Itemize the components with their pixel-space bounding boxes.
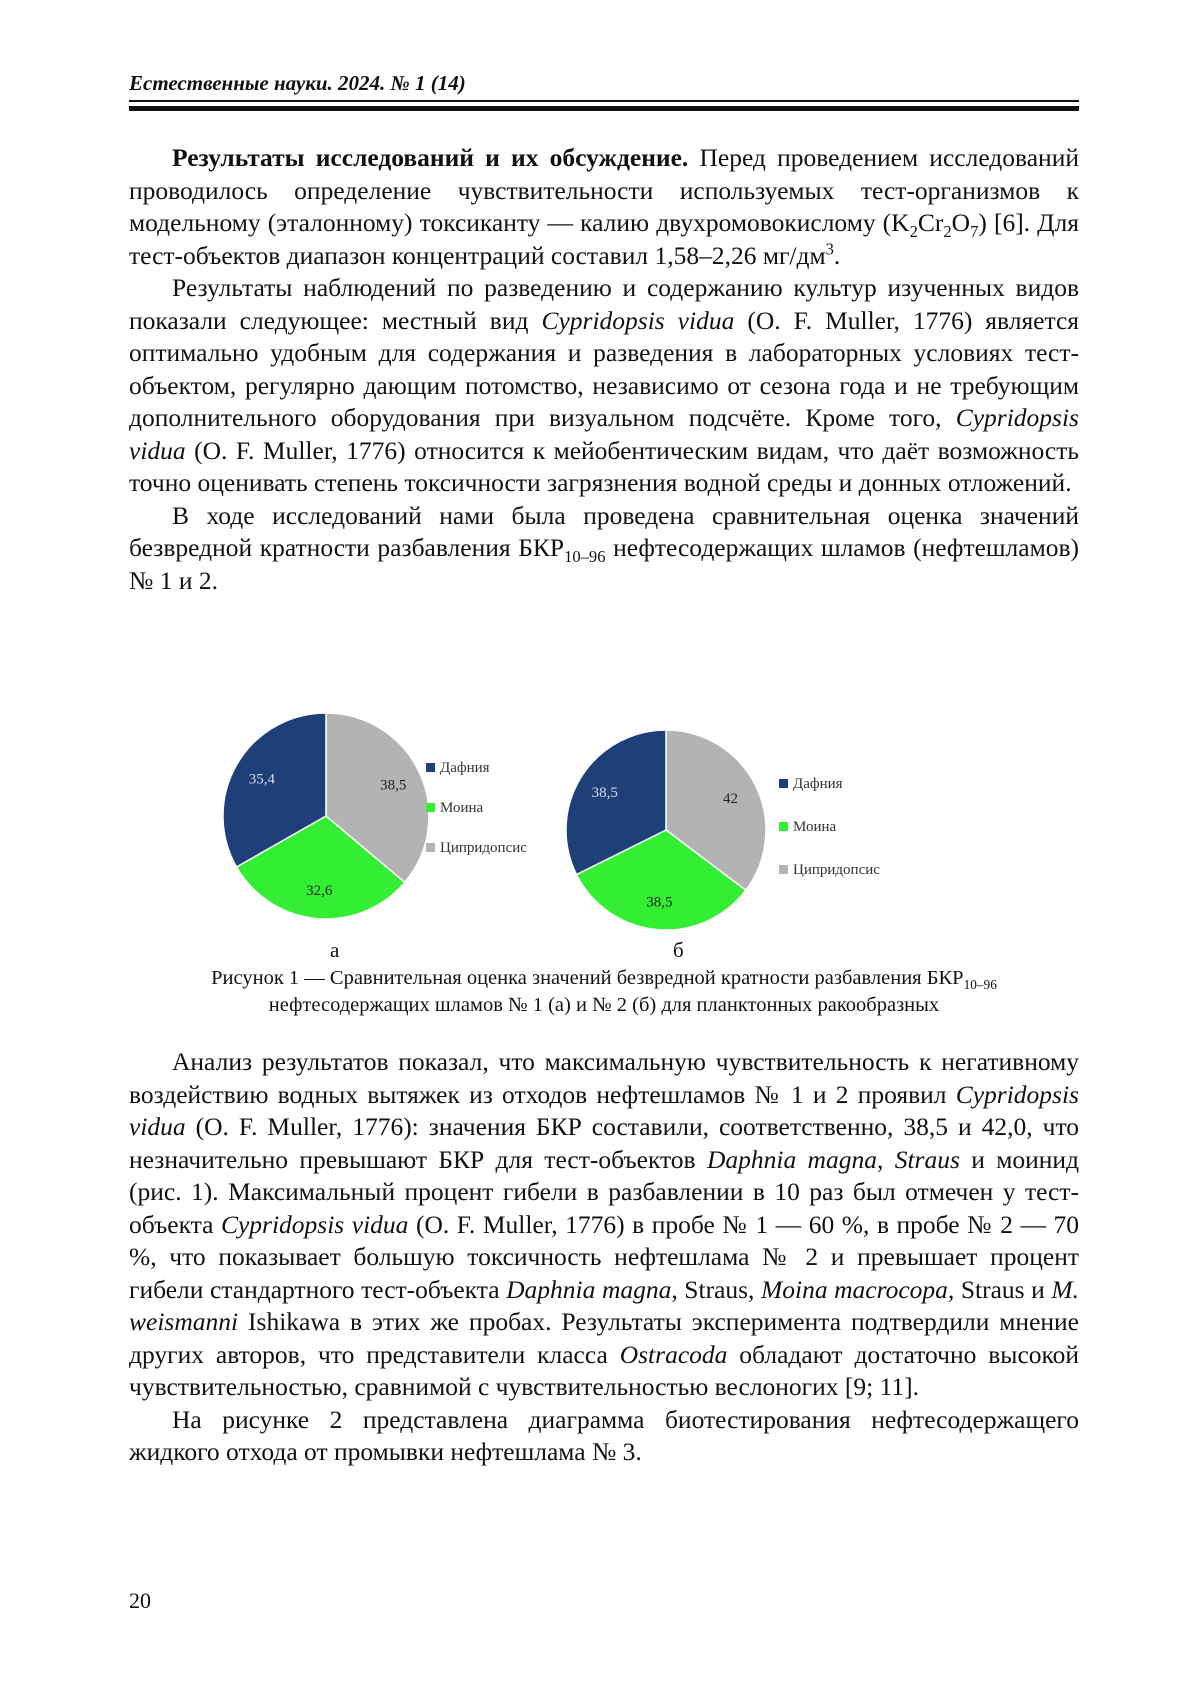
legend-label: Ципридопсис xyxy=(440,840,527,856)
paragraph-2 xyxy=(129,272,1079,500)
para4-text-a: Анализ результатов показал, что максимальную чувствительность к негативному воздействию водных вытяжек из отходов нефтешламов № 1 и 2 проявил xyxy=(129,1047,1079,1109)
running-header: Естественные науки. 2024. № 1 (14) xyxy=(129,71,466,95)
legend-label: Ципридопсис xyxy=(793,862,880,878)
header-rule-thin xyxy=(129,100,1079,102)
para1-sup: 3 xyxy=(825,239,834,258)
legend-label: Моина xyxy=(440,800,484,816)
legend-label: Дафния xyxy=(793,776,843,792)
pie-value-label: 38,5 xyxy=(380,777,407,794)
para1-text: Перед проведением исследований проводилось определение чувствительности используемых тест-организмов к модельному (эталонному) токсиканту — калию двухромовокислому (K xyxy=(129,143,1079,237)
subfigure-label-b: б xyxy=(673,938,684,962)
species-name: Daphnia magna xyxy=(706,1144,877,1174)
pie-charts xyxy=(129,698,1079,948)
species-name: Cypridopsis vidua xyxy=(129,403,1079,465)
para4-text-f: , Straus, xyxy=(671,1274,761,1304)
section-heading: Результаты исследований и их обсуждение. xyxy=(172,143,689,172)
para1-sub-cr: 2 xyxy=(943,222,952,242)
paragraph-3 xyxy=(129,500,1079,598)
page-number: 20 xyxy=(129,1588,151,1613)
legend-label: Дафния xyxy=(440,760,490,776)
pie-value-label: 38,5 xyxy=(591,785,618,802)
para4-text-d: и моинид (рис. 1). Максимальный процент гибели в разбавлении в 10 раз был отмечен у тест-объекта xyxy=(129,1144,1080,1239)
species-name: Cypridopsis vidua xyxy=(129,1079,1079,1141)
species-name: Cypridopsis vidua xyxy=(541,305,735,335)
para1-end: . xyxy=(833,240,841,270)
para4-text-h: Ishikawa в этих же пробах. Результаты эксперимента подтвердили мнение других авторов, что представители класса xyxy=(129,1307,1079,1369)
para4-text-e: (O. F. Muller, 1776) в пробе № 1 — 60 %, в пробе № 2 — 70 %, что показывает большую токсичность нефтешлама № 2 и превышает процент гибели стандартного тест-объекта xyxy=(129,1209,1080,1304)
pie-value-label: 42 xyxy=(722,790,738,807)
para1-sub-o: 7 xyxy=(970,222,979,242)
para1-cr: Cr xyxy=(917,208,944,237)
legend-swatch xyxy=(426,843,435,852)
legend-swatch xyxy=(426,803,435,812)
para3-text-a: В ходе исследований нами была проведена сравнительная оценка значений безвредной кратности разбавления БКР xyxy=(129,500,1079,562)
caption-sub: 10–96 xyxy=(963,977,997,993)
para1-tail: ) [6]. Для тест-объектов диапазон концентраций составил 1,58–2,26 мг/дм xyxy=(129,208,1079,270)
para3-text-b: нефтесодержащих шламов (нефтешламов) № 1 и 2. xyxy=(129,533,1079,595)
pie-value-label: 32,6 xyxy=(306,882,333,899)
species-name: M. weismanni xyxy=(129,1274,1079,1336)
species-name: Ostracoda xyxy=(619,1339,728,1369)
para3-sub: 10–96 xyxy=(564,547,606,567)
legend-swatch xyxy=(426,763,435,772)
paragraph-4 xyxy=(129,1046,1079,1404)
para2-text-c: (O. F. Muller, 1776) относится к мейобентическим видам, что даёт возможность точно оценивать степень токсичности загрязнения водной среды и донных отложений. xyxy=(129,435,1079,497)
para2-text-a: Результаты наблюдений по разведению и содержанию культур изученных видов показали следующее: местный вид xyxy=(129,273,1079,335)
subfigure-label-a: а xyxy=(330,938,340,962)
para4-text-g: Straus и xyxy=(954,1274,1052,1304)
paragraph-1 xyxy=(129,142,1079,272)
header-rule-thick xyxy=(129,106,1079,111)
para4-text-i: обладают достаточно высокой чувствительностью, сравнимой с чувствительностью веслоногих [9; 11]. xyxy=(129,1339,1079,1401)
legend-swatch xyxy=(779,779,788,788)
para2-text-b: (O. F. Muller, 1776) является оптимально удобным для содержания и разведения в лабораторных условиях тест-объектом, регулярно дающим потомство, независимо от сезона года и не требующим дополнительного оборудования при визуальном подсчёте. Кроме того, xyxy=(129,305,1080,432)
pie-value-label: 35,4 xyxy=(248,771,276,788)
pie-value-label: 38,5 xyxy=(646,894,673,911)
paragraph-5: На рисунке 2 представлена диаграмма биотестирования нефтесодержащего жидкого отхода от промывки нефтешлама № 3. xyxy=(129,1404,1079,1466)
body-text-upper xyxy=(129,142,1079,597)
legend-swatch xyxy=(779,865,788,874)
figure-caption xyxy=(129,965,1079,1019)
species-name: Straus xyxy=(894,1144,960,1174)
para4-text-b: (O. F. Muller, 1776): значения БКР составили, соответственно, 38,5 и 42,0, что незначительно превышают БКР для тест-объектов xyxy=(129,1112,1079,1174)
legend-label: Моина xyxy=(793,819,837,835)
caption-text-b: нефтесодержащих шламов № 1 (а) и № 2 (б) для планктонных ракообразных xyxy=(268,994,940,1016)
para1-o: O xyxy=(951,208,971,237)
species-name: Cypridopsis vidua xyxy=(220,1209,409,1239)
species-name: Daphnia magna xyxy=(506,1274,672,1304)
para4-text-c: , xyxy=(876,1144,895,1174)
para1-sub-k: 2 xyxy=(909,222,918,242)
body-text-lower xyxy=(129,1046,1079,1469)
caption-text-a: Рисунок 1 — Сравнительная оценка значений безвредной кратности разбавления БКР xyxy=(211,967,964,989)
legend-swatch xyxy=(779,822,788,831)
species-name: Moina macrocopa, xyxy=(761,1274,955,1304)
